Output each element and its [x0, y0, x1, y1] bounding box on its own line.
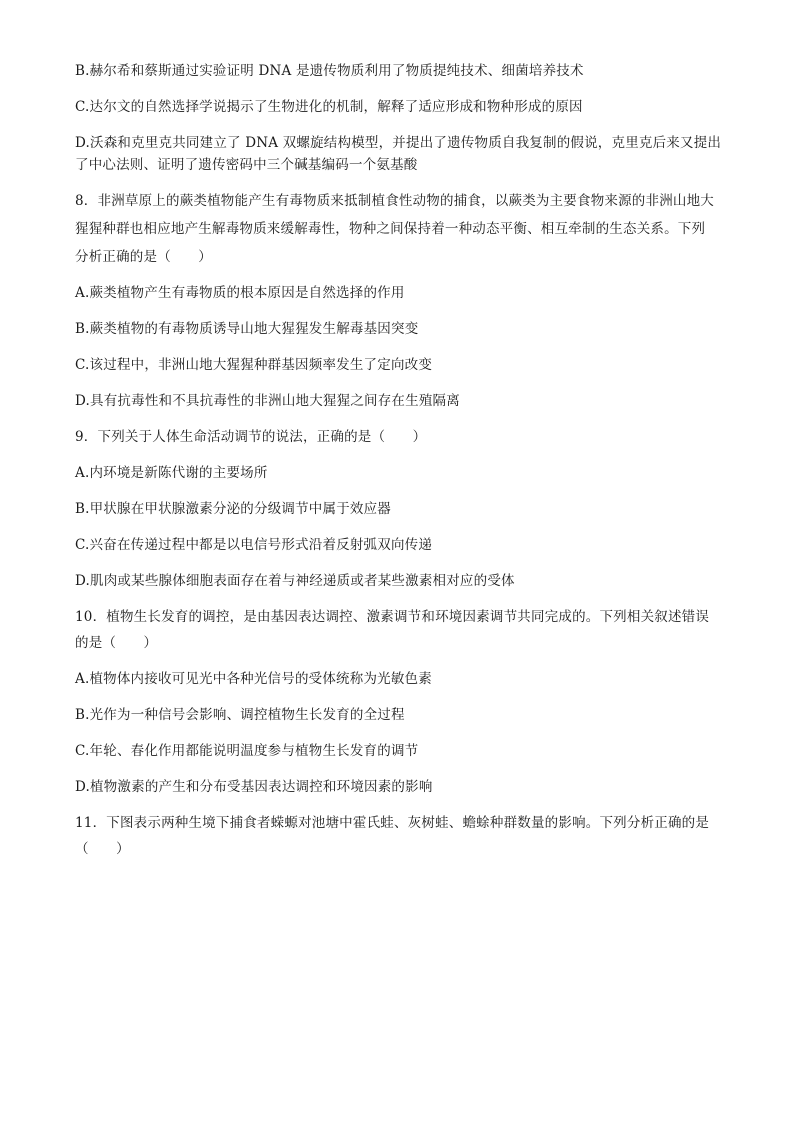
q9-option-b: B.甲状腺在甲状腺激素分泌的分级调节中属于效应器: [75, 501, 392, 517]
q8-option-a: A.蕨类植物产生有毒物质的根本原因是自然选择的作用: [75, 285, 405, 301]
q8-stem-line1: 8．非洲草原上的蕨类植物能产生有毒物质来抵制植食性动物的捕食，以蕨类为主要食物来源的非洲山地大: [75, 193, 714, 209]
q8-stem-line3: 分析正确的是（ ）: [75, 249, 212, 265]
q8-stem-line2: 猩猩种群也相应地产生解毒物质来缓解毒性，物种之间保持着一种动态平衡、相互牵制的生态关系。下列: [75, 221, 706, 237]
q10-stem-line2: 的是（ ）: [75, 635, 158, 651]
q10-option-a: A.植物体内接收可见光中各种光信号的受体统称为光敏色素: [75, 671, 432, 687]
q8-option-c: C.该过程中，非洲山地大猩猩种群基因频率发生了定向改变: [75, 357, 433, 373]
q7-option-b: B.赫尔希和蔡斯通过实验证明 DNA 是遗传物质利用了物质提纯技术、细菌培养技术: [75, 63, 584, 79]
q7-option-d-line2: 了中心法则、证明了遗传密码中三个碱基编码一个氨基酸: [75, 157, 418, 173]
q9-option-d: D.肌肉或某些腺体细胞表面存在着与神经递质或者某些激素相对应的受体: [75, 573, 515, 589]
exam-page: [75, 60, 725, 860]
q7-option-c: C.达尔文的自然选择学说揭示了生物进化的机制，解释了适应形成和物种形成的原因: [75, 99, 583, 115]
q10-option-b: B.光作为一种信号会影响、调控植物生长发育的全过程: [75, 707, 405, 723]
question-7-options: [75, 60, 725, 176]
question-10: [75, 606, 725, 798]
q11-stem-line1: 11．下图表示两种生境下捕食者蝾螈对池塘中霍氏蛙、灰树蛙、蟾蜍种群数量的影响。下列分析正确的是: [75, 815, 710, 831]
q7-option-d-line1: D.沃森和克里克共同建立了 DNA 双螺旋结构模型，并提出了遗传物质自我复制的假说，克里克后来又提出: [75, 135, 722, 151]
q9-stem: 9．下列关于人体生命活动调节的说法，正确的是（ ）: [75, 429, 427, 445]
q8-option-b: B.蕨类植物的有毒物质诱导山地大猩猩发生解毒基因突变: [75, 321, 419, 337]
question-8: [75, 190, 725, 412]
question-9: [75, 426, 725, 592]
q10-option-d: D.植物激素的产生和分布受基因表达调控和环境因素的影响: [75, 779, 433, 795]
q11-stem-line2: （ ）: [75, 841, 130, 857]
q9-option-c: C.兴奋在传递过程中都是以电信号形式沿着反射弧双向传递: [75, 537, 433, 553]
question-11: [75, 812, 725, 860]
q10-stem-line1: 10．植物生长发育的调控，是由基因表达调控、激素调节和环境因素调节共同完成的。下列相关叙述错误: [75, 609, 710, 625]
q9-option-a: A.内环境是新陈代谢的主要场所: [75, 465, 268, 481]
q10-option-c: C.年轮、春化作用都能说明温度参与植物生长发育的调节: [75, 743, 419, 759]
q8-option-d: D.具有抗毒性和不具抗毒性的非洲山地大猩猩之间存在生殖隔离: [75, 393, 460, 409]
